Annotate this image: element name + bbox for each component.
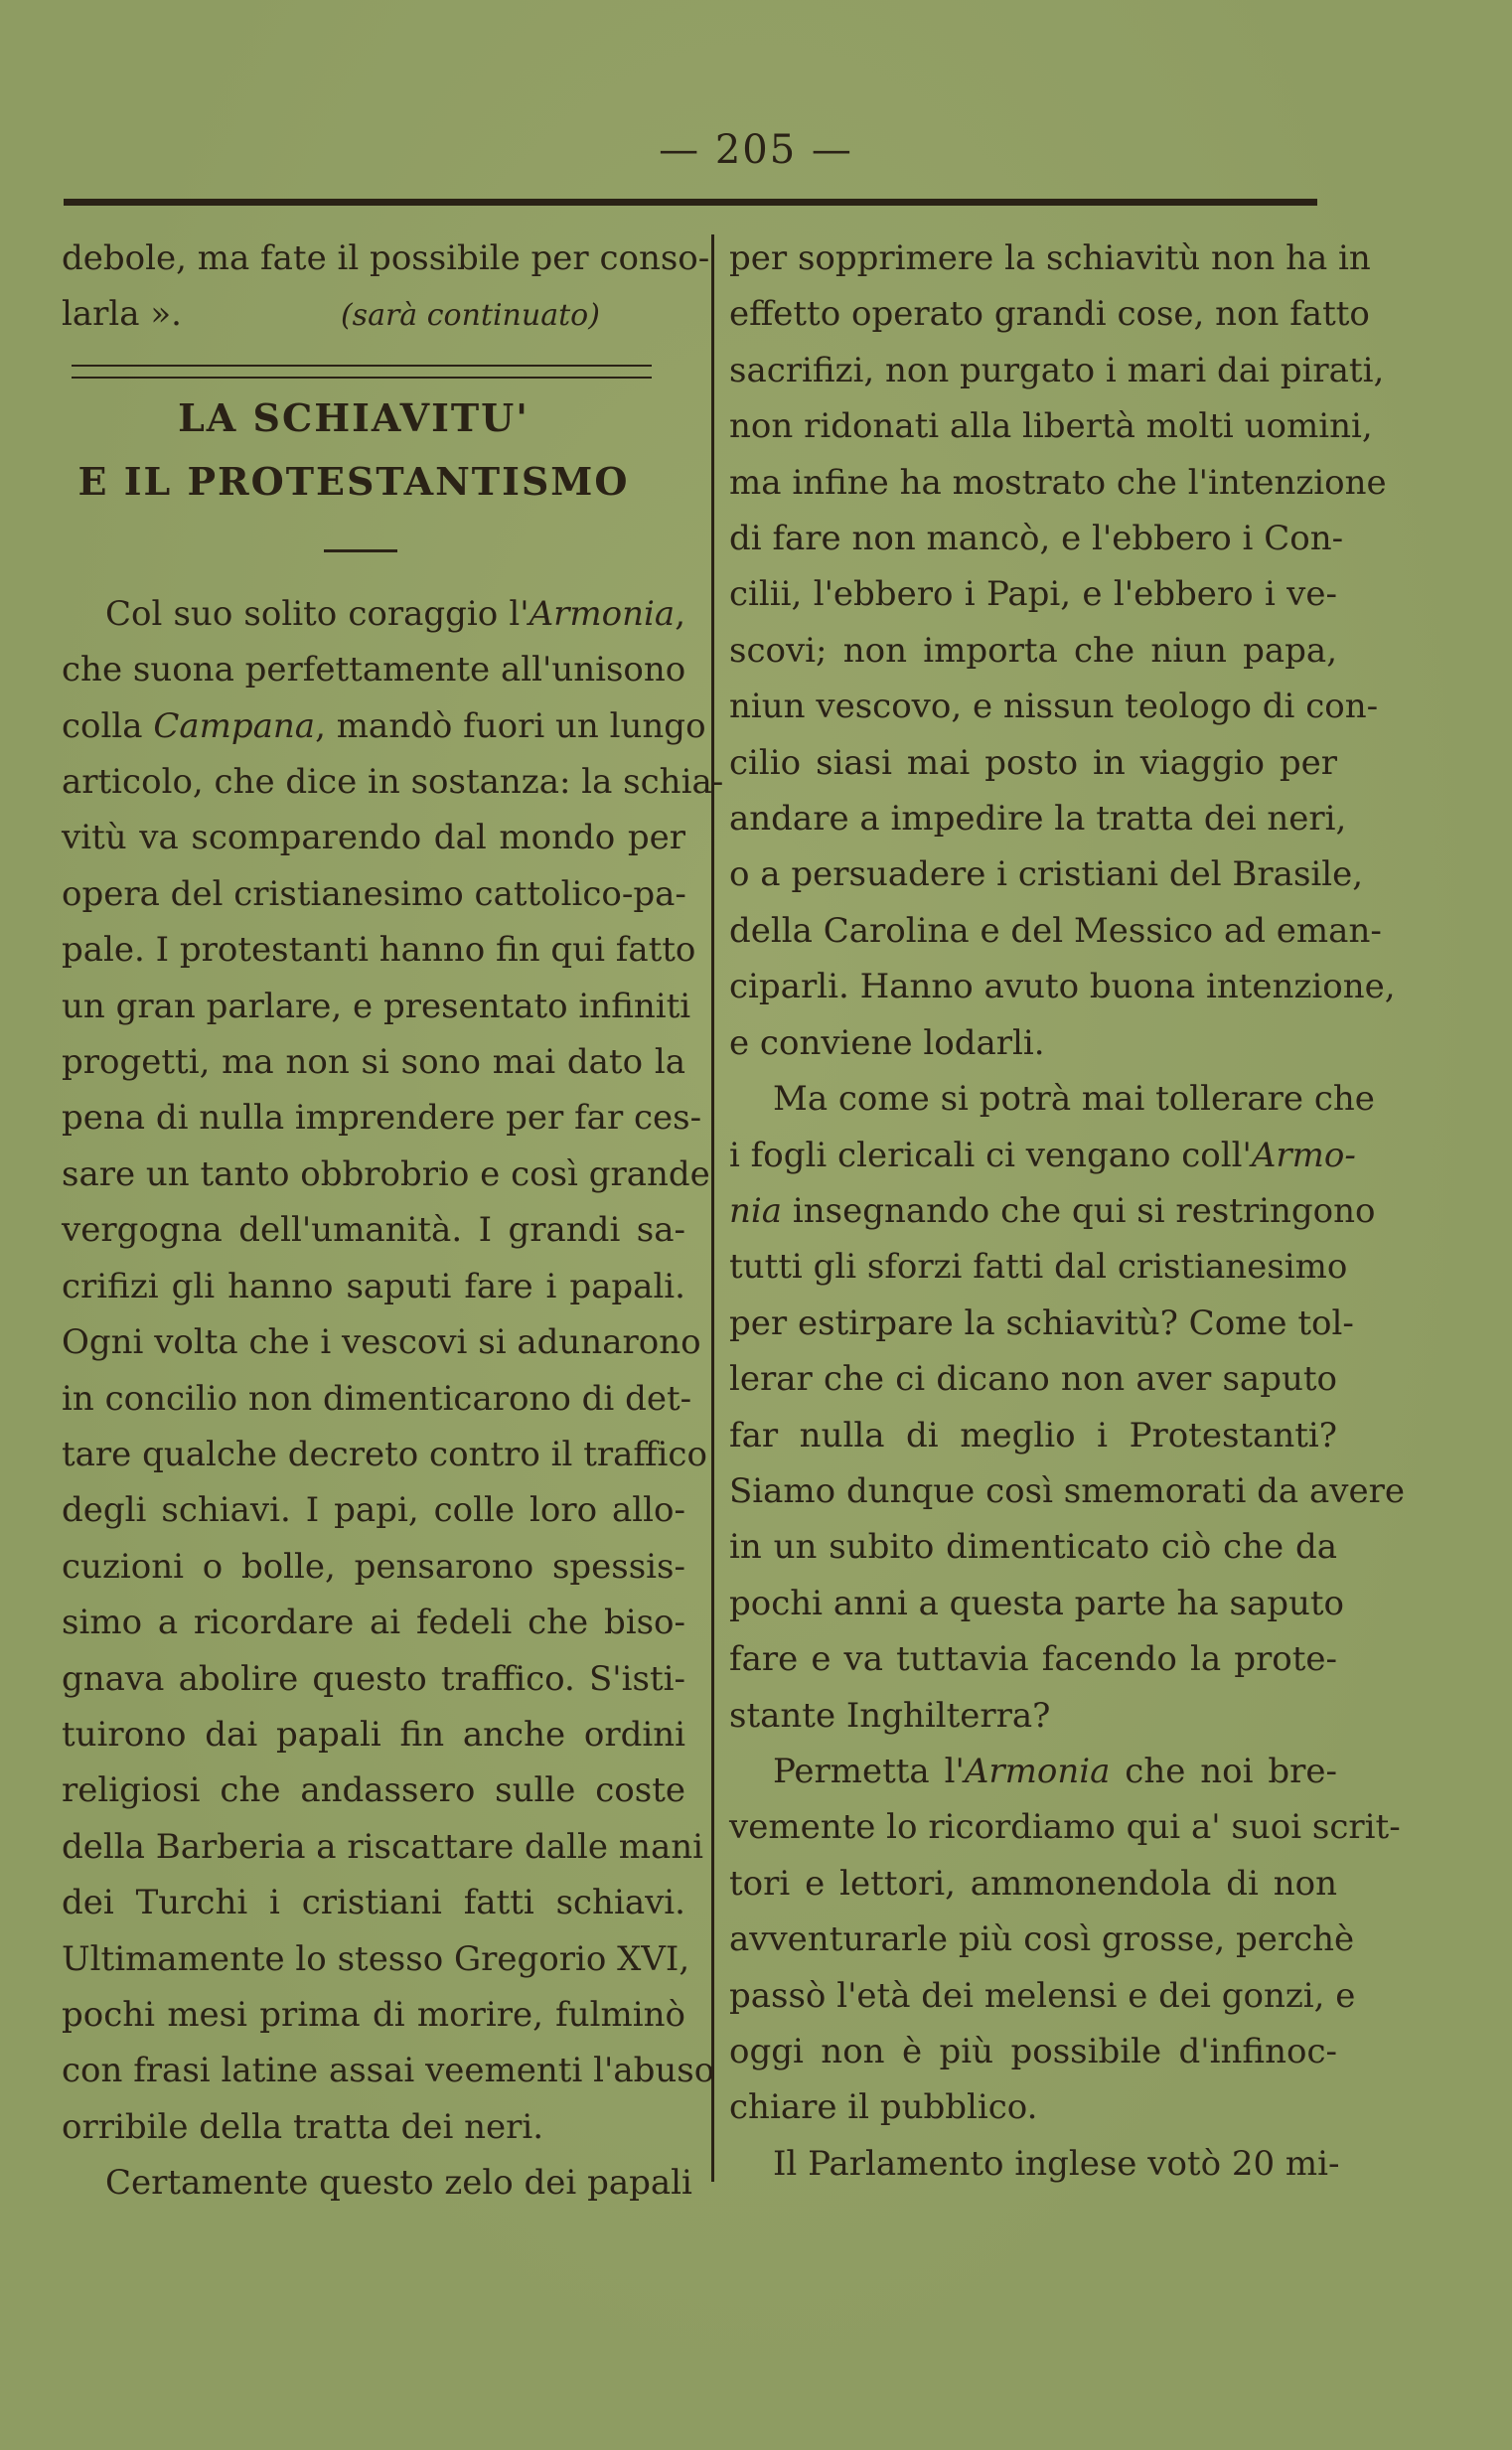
text-segment: con frasi latine assai veementi l'abuso [62, 2051, 715, 2091]
text-line [729, 735, 1337, 791]
text-line [62, 1707, 685, 1762]
text-line [62, 1371, 692, 1427]
text-segment: tori e lettori, ammonendola di non [729, 1863, 1337, 1904]
text-line [729, 1856, 1337, 1912]
text-segment: insegnando che qui si restringono [782, 1190, 1376, 1231]
text-line [62, 1202, 685, 1258]
text-line [729, 1744, 1337, 1799]
text-segment: gnava abolire questo traffico. S'isti- [62, 1658, 685, 1699]
text-segment: per sopprimere la schiavitù non ha in [729, 238, 1371, 278]
text-segment: articolo, che dice in sostanza: la schia- [62, 762, 724, 803]
italic-text: Armo- [1251, 1135, 1356, 1175]
text-line [62, 1427, 707, 1482]
text-line [62, 2155, 692, 2211]
text-segment: oggi non è più possibile d'infinoc- [729, 2032, 1337, 2071]
text-segment: cilii, l'ebbero i Papi, e l'ebbero i ve- [729, 574, 1337, 615]
text-segment: orribile della tratta dei neri. [62, 2106, 544, 2147]
text-line [729, 455, 1387, 511]
text-line [729, 566, 1337, 622]
text-segment: , mandò fuori un lungo [315, 705, 706, 746]
text-segment: sacrifizi, non purgato i mari dai pirati, [729, 350, 1385, 390]
right-column [729, 230, 1405, 2192]
text-segment: tuirono dai papali fin anche ordini [62, 1714, 685, 1755]
italic-text: Armonia [529, 593, 676, 634]
text-segment: che suona perfettamente all'unisono [62, 650, 686, 690]
text-segment: pochi mesi prima di morire, fulminò [62, 1994, 685, 2035]
text-segment: lerar che ci dicano non aver saputo [729, 1359, 1337, 1400]
text-segment: vergogna dell'umanità. I grandi sa- [62, 1210, 685, 1251]
text-segment: far nulla di meglio i Protestanti? [729, 1415, 1337, 1455]
text-line [729, 903, 1382, 959]
text-segment: della Barberia a riscattare dalle mani [62, 1826, 704, 1867]
text-line [62, 1147, 710, 1202]
text-line [729, 511, 1344, 566]
text-line [729, 230, 1371, 286]
text-line [729, 1631, 1337, 1687]
text-segment: Col suo solito coraggio l' [105, 593, 529, 634]
text-line [62, 1875, 685, 1930]
text-line [62, 1987, 685, 2043]
text-line [62, 754, 724, 810]
text-line [62, 1034, 685, 1090]
text-line [62, 1482, 685, 1538]
text-line [729, 846, 1364, 902]
italic-text: nia [729, 1190, 783, 1231]
article-title-line: LA SCHIAVITU' [178, 394, 529, 440]
text-line [729, 1015, 1337, 1071]
text-segment: effetto operato grandi cose, non fatto [729, 294, 1370, 335]
text-segment: i fogli clericali ci vengano coll' [729, 1135, 1252, 1175]
text-line [729, 1408, 1337, 1463]
text-line [62, 2099, 685, 2155]
text-line [62, 2043, 715, 2098]
intro-line: debole, ma fate il possibile per conso- [62, 238, 710, 278]
text-segment: un gran parlare, e presentato infiniti [62, 986, 691, 1026]
text-line [729, 1351, 1337, 1407]
italic-text: Campana [153, 705, 316, 746]
text-segment: tutti gli sforzi fatti dal cristianesimo [729, 1247, 1348, 1288]
text-line [729, 1128, 1356, 1183]
text-segment: non ridonati alla libertà molti uomini, [729, 406, 1373, 447]
text-line [62, 1595, 685, 1650]
text-line [62, 1819, 704, 1875]
text-line [729, 286, 1370, 342]
text-segment: sare un tanto obbrobrio e così grande [62, 1153, 710, 1194]
page-number: — 205 — [659, 127, 853, 173]
text-line [62, 642, 685, 697]
text-line [729, 343, 1385, 398]
text-segment: opera del cristianesimo cattolico-pa- [62, 873, 686, 914]
text-line [729, 959, 1396, 1014]
text-segment: fare e va tuttavia facendo la prote- [729, 1639, 1337, 1680]
text-segment: chiare il pubblico. [729, 2087, 1038, 2128]
text-line [729, 623, 1337, 679]
text-segment: stante Inghilterra? [729, 1695, 1051, 1736]
text-line [62, 1539, 685, 1595]
text-line [729, 1799, 1401, 1855]
text-line [729, 1519, 1337, 1575]
text-segment: ciparli. Hanno avuto buona intenzione, [729, 967, 1396, 1007]
text-segment: cilio siasi mai posto in viaggio per [729, 742, 1337, 783]
section-divider [72, 365, 652, 379]
intro-line: larla ». (sarà continuato) [62, 286, 685, 344]
text-segment: pale. I protestanti hanno fin qui fatto [62, 930, 696, 971]
text-segment: di fare non mancò, e l'ebbero i Con- [729, 519, 1344, 559]
text-line [62, 810, 685, 865]
text-segment: passò l'età dei melensi e dei gonzi, e [729, 1975, 1356, 2016]
article-title [22, 386, 685, 514]
text-line [62, 1259, 685, 1314]
text-segment: progetti, ma non si sono mai dato la [62, 1042, 685, 1083]
text-line [62, 1314, 701, 1370]
text-segment: colla [62, 705, 154, 746]
text-segment: in concilio non dimenticarono di det- [62, 1378, 692, 1419]
text-line [729, 1688, 1337, 1744]
text-line [729, 398, 1373, 454]
text-line [62, 1762, 685, 1818]
text-segment: Ogni volta che i vescovi si adunarono [62, 1322, 701, 1363]
text-line [62, 698, 706, 754]
text-segment: Ma come si potrà mai tollerare che [773, 1079, 1375, 1120]
text-line [62, 979, 691, 1034]
text-line [729, 791, 1347, 846]
text-line [729, 1463, 1405, 1519]
text-line [62, 586, 685, 642]
text-line [729, 679, 1379, 734]
text-segment: che noi bre- [1110, 1751, 1337, 1791]
text-segment: Ultimamente lo stesso Gregorio XVI, [62, 1938, 690, 1979]
text-segment: Permetta l' [773, 1751, 965, 1791]
text-segment: in un subito dimenticato ciò che da [729, 1527, 1337, 1568]
text-segment: avventurarle più così grosse, perchè [729, 1919, 1355, 1960]
text-line [62, 1090, 702, 1146]
text-line [729, 2024, 1337, 2079]
article-body-right [729, 230, 1405, 2192]
text-segment: scovi; non importa che niun papa, [729, 630, 1337, 671]
text-line [729, 1239, 1348, 1295]
text-line [62, 1931, 690, 1987]
continued-note: (sarà continuato) [340, 298, 600, 334]
text-segment: degli schiavi. I papi, colle loro allo- [62, 1490, 685, 1531]
text-segment: pochi anni a questa parte ha saputo [729, 1583, 1345, 1623]
text-segment: andare a impedire la tratta dei neri, [729, 799, 1347, 840]
header-rule [64, 199, 1317, 206]
text-segment: tare qualche decreto contro il traffico [62, 1434, 707, 1474]
text-segment: vitù va scomparendo dal mondo per [62, 818, 685, 858]
text-line [729, 1576, 1345, 1631]
text-segment: , [675, 593, 685, 634]
text-segment: dei Turchi i cristiani fatti schiavi. [62, 1883, 685, 1923]
text-line [62, 1651, 685, 1707]
text-line [729, 1968, 1356, 2024]
text-line [62, 922, 696, 978]
text-segment: e conviene lodarli. [729, 1022, 1045, 1063]
text-segment: simo a ricordare ai fedeli che biso- [62, 1603, 685, 1643]
title-rule [324, 549, 397, 552]
text-segment: Siamo dunque così smemorati da avere [729, 1470, 1405, 1511]
text-segment: religiosi che andassero sulle coste [62, 1770, 685, 1811]
text-line [729, 2079, 1337, 2135]
text-segment: Certamente questo zelo dei papali [105, 2163, 692, 2204]
text-segment: crifizi gli hanno saputi fare i papali. [62, 1266, 685, 1306]
column-divider [711, 234, 714, 2182]
text-line [729, 1183, 1376, 1239]
text-line [62, 866, 685, 922]
italic-text: Armonia [964, 1751, 1111, 1791]
text-segment: niun vescovo, e nissun teologo di con- [729, 687, 1379, 727]
text-segment: o a persuadere i cristiani del Brasile, [729, 854, 1364, 895]
text-segment: ma infine ha mostrato che l'intenzione [729, 462, 1387, 503]
text-line [729, 1071, 1375, 1127]
text-segment: pena di nulla imprendere per far ces- [62, 1098, 702, 1139]
article-title-line: E IL PROTESTANTISMO [77, 458, 630, 504]
text-segment: Il Parlamento inglese votò 20 mi- [773, 2143, 1340, 2184]
text-line [729, 2136, 1340, 2192]
text-line [729, 1912, 1355, 1967]
article-body-left [62, 586, 724, 2212]
text-segment: per estirpare la schiavitù? Come tol- [729, 1302, 1354, 1343]
text-segment: vemente lo ricordiamo qui a' suoi scrit- [729, 1807, 1401, 1848]
text-segment: della Carolina e del Messico ad eman- [729, 910, 1382, 951]
left-column [62, 230, 724, 2212]
text-segment: cuzioni o bolle, pensarono spessis- [62, 1546, 685, 1587]
text-line [729, 1296, 1354, 1351]
